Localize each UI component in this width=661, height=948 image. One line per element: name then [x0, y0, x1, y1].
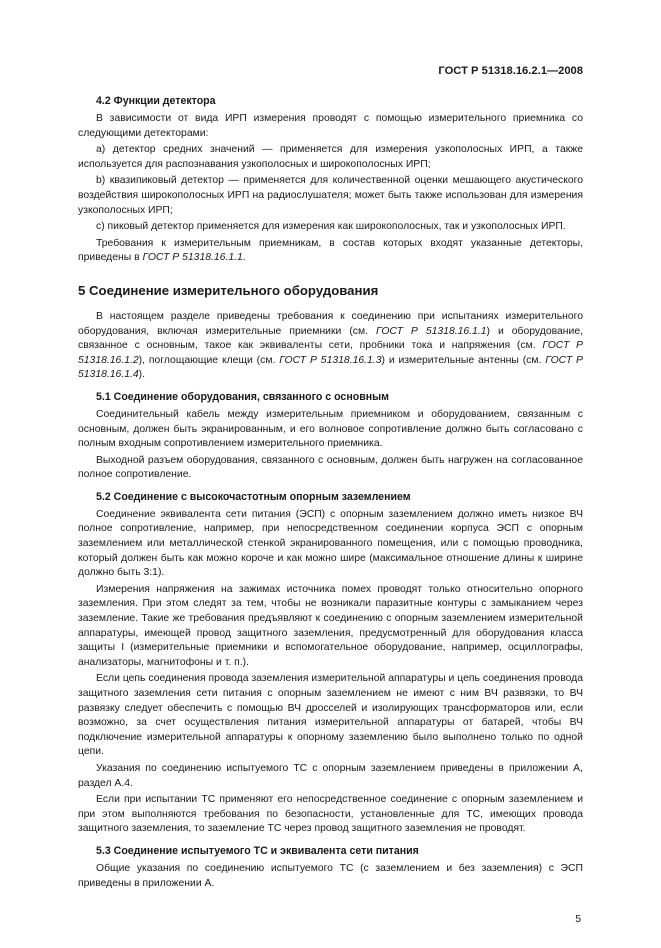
- paragraph: Общие указания по соединению испытуемого ТС (с заземлением и без заземления) с ЭСП приведены в приложении А.: [78, 862, 583, 889]
- text: В настоящем разделе приведены требования к соединению при испытаниях измерительного оборудования, включая измерительные приемники (см.: [78, 310, 583, 337]
- section-5-3-title: 5.3 Соединение испытуемого ТС и эквивалента сети питания: [96, 844, 419, 857]
- document-header: ГОСТ Р 51318.16.2.1—2008: [438, 65, 583, 77]
- paragraph: Если цепь соединения провода заземления измерительной аппаратуры и цепь соединения провода защитного заземления сети питания с опорным заземлением не имеют с ним ВЧ развязки, то ВЧ развязку следует обеспечить с помощью ВЧ дросселей и изолирующих трансформаторов или, если возможно, за счет осуществления питания измерительной аппаратуры от батарей, чтобы ВЧ подключение измерительной аппаратуры к опорному заземлению было выполнено только по одной цепи.: [78, 673, 583, 758]
- section-5-2-body: [78, 508, 583, 837]
- text: ), поглощающие клещи (см.: [138, 354, 280, 366]
- section-5-1-title: 5.1 Соединение оборудования, связанного с основным: [96, 390, 389, 403]
- paragraph: Соединительный кабель между измерительным приемником и оборудованием, связанным с основным, должен быть экранированным, и его волновое сопротивление должно быть согласовано с полным входным сопротивлением измерительного приемника.: [78, 408, 583, 450]
- page-number: 5: [575, 914, 581, 926]
- list-item-a: а) детектор средних значений — применяется для измерения узкополосных ИРП, а также используется для распознавания узкополосных и широкополосных ИРП;: [78, 144, 583, 170]
- paragraph: [78, 310, 583, 383]
- list-item-c: с) пиковый детектор применяется для измерения как широкополосных, так и узкополосных ИРП.: [96, 221, 566, 233]
- paragraph: Если при испытании ТС применяют его непосредственное соединение с опорным заземлением и при этом выполняются требования по безопасности, установленные для ТС, имеющих провода защитного заземления, то заземление ТС через провод защитного заземления не проводят.: [78, 794, 583, 835]
- document-body: [78, 0, 583, 948]
- section-5-title: 5 Соединение измерительного оборудования: [78, 282, 379, 298]
- paragraph: Измерения напряжения на зажимах источника помех проводят только относительно опорного заземления. При этом следят за тем, чтобы не возникали паразитные контуры с замыканием через заземление. Такие же требования предъявляют к соединению с опорным заземлением измерительной аппаратуры, имеющей провод защитного заземления, предусмотренный для оборудования класса защиты I (измерительные приемники и вспомогательное оборудование, например, осциллографы, анализаторы, магнитофоны и т. п.).: [78, 583, 583, 668]
- text: ).: [138, 369, 146, 381]
- section-5-3-body: [78, 862, 583, 891]
- paragraph: Выходной разъем оборудования, связанного с основным, должен быть нагружен на согласованное полное сопротивление.: [78, 454, 583, 481]
- section-5-body: [78, 310, 583, 383]
- paragraph: В зависимости от вида ИРП измерения проводят с помощью измерительного приемника со следующими детекторами:: [78, 113, 583, 139]
- section-5-1-body: [78, 408, 583, 483]
- paragraph: [78, 237, 583, 266]
- paragraph: Указания по соединению испытуемого ТС с опорным заземлением приведены в приложении А, раздел А.4.: [78, 762, 583, 789]
- standard-reference: ГОСТ Р 51318.16.1.3: [279, 354, 382, 366]
- text: Требования к измерительным приемникам, в состав которых входят указанные детекторы, приведены в: [78, 237, 583, 264]
- standard-reference: ГОСТ Р 51318.16.1.4: [78, 354, 583, 381]
- section-4-2-body: [78, 112, 583, 266]
- list-item-b: b) квазипиковый детектор — применяется для количественной оценки мешающего акустического воздействия широкополосных ИРП на радиослушателя; может быть также использован для измерения узкополосных ИРП;: [78, 175, 583, 216]
- text: ) и оборудование, связанное с основным, такое как эквиваленты сети, пробники тока и напряжения (см.: [78, 325, 583, 352]
- standard-reference: ГОСТ Р 51318.16.1.1: [142, 252, 243, 264]
- text: .: [242, 252, 246, 264]
- section-5-2-title: 5.2 Соединение с высокочастотным опорным заземлением: [96, 490, 411, 503]
- paragraph: Соединение эквивалента сети питания (ЭСП) с опорным заземлением должно иметь низкое ВЧ полное сопротивление, например, при непосредственном соединении корпуса ЭСП с опорным заземлением или металлической стенкой экранированного помещения, или с помощью проводника, который должен быть как можно короче и как можно шире (максимальное отношение длины к ширине должно быть 3:1).: [78, 508, 583, 579]
- standard-reference: ГОСТ Р 51318.16.1.2: [78, 340, 583, 366]
- text: ) и измерительные антенны (см.: [381, 354, 546, 366]
- standard-reference: ГОСТ Р 51318.16.1.1: [376, 325, 487, 337]
- section-4-2-title: 4.2 Функции детектора: [96, 95, 216, 107]
